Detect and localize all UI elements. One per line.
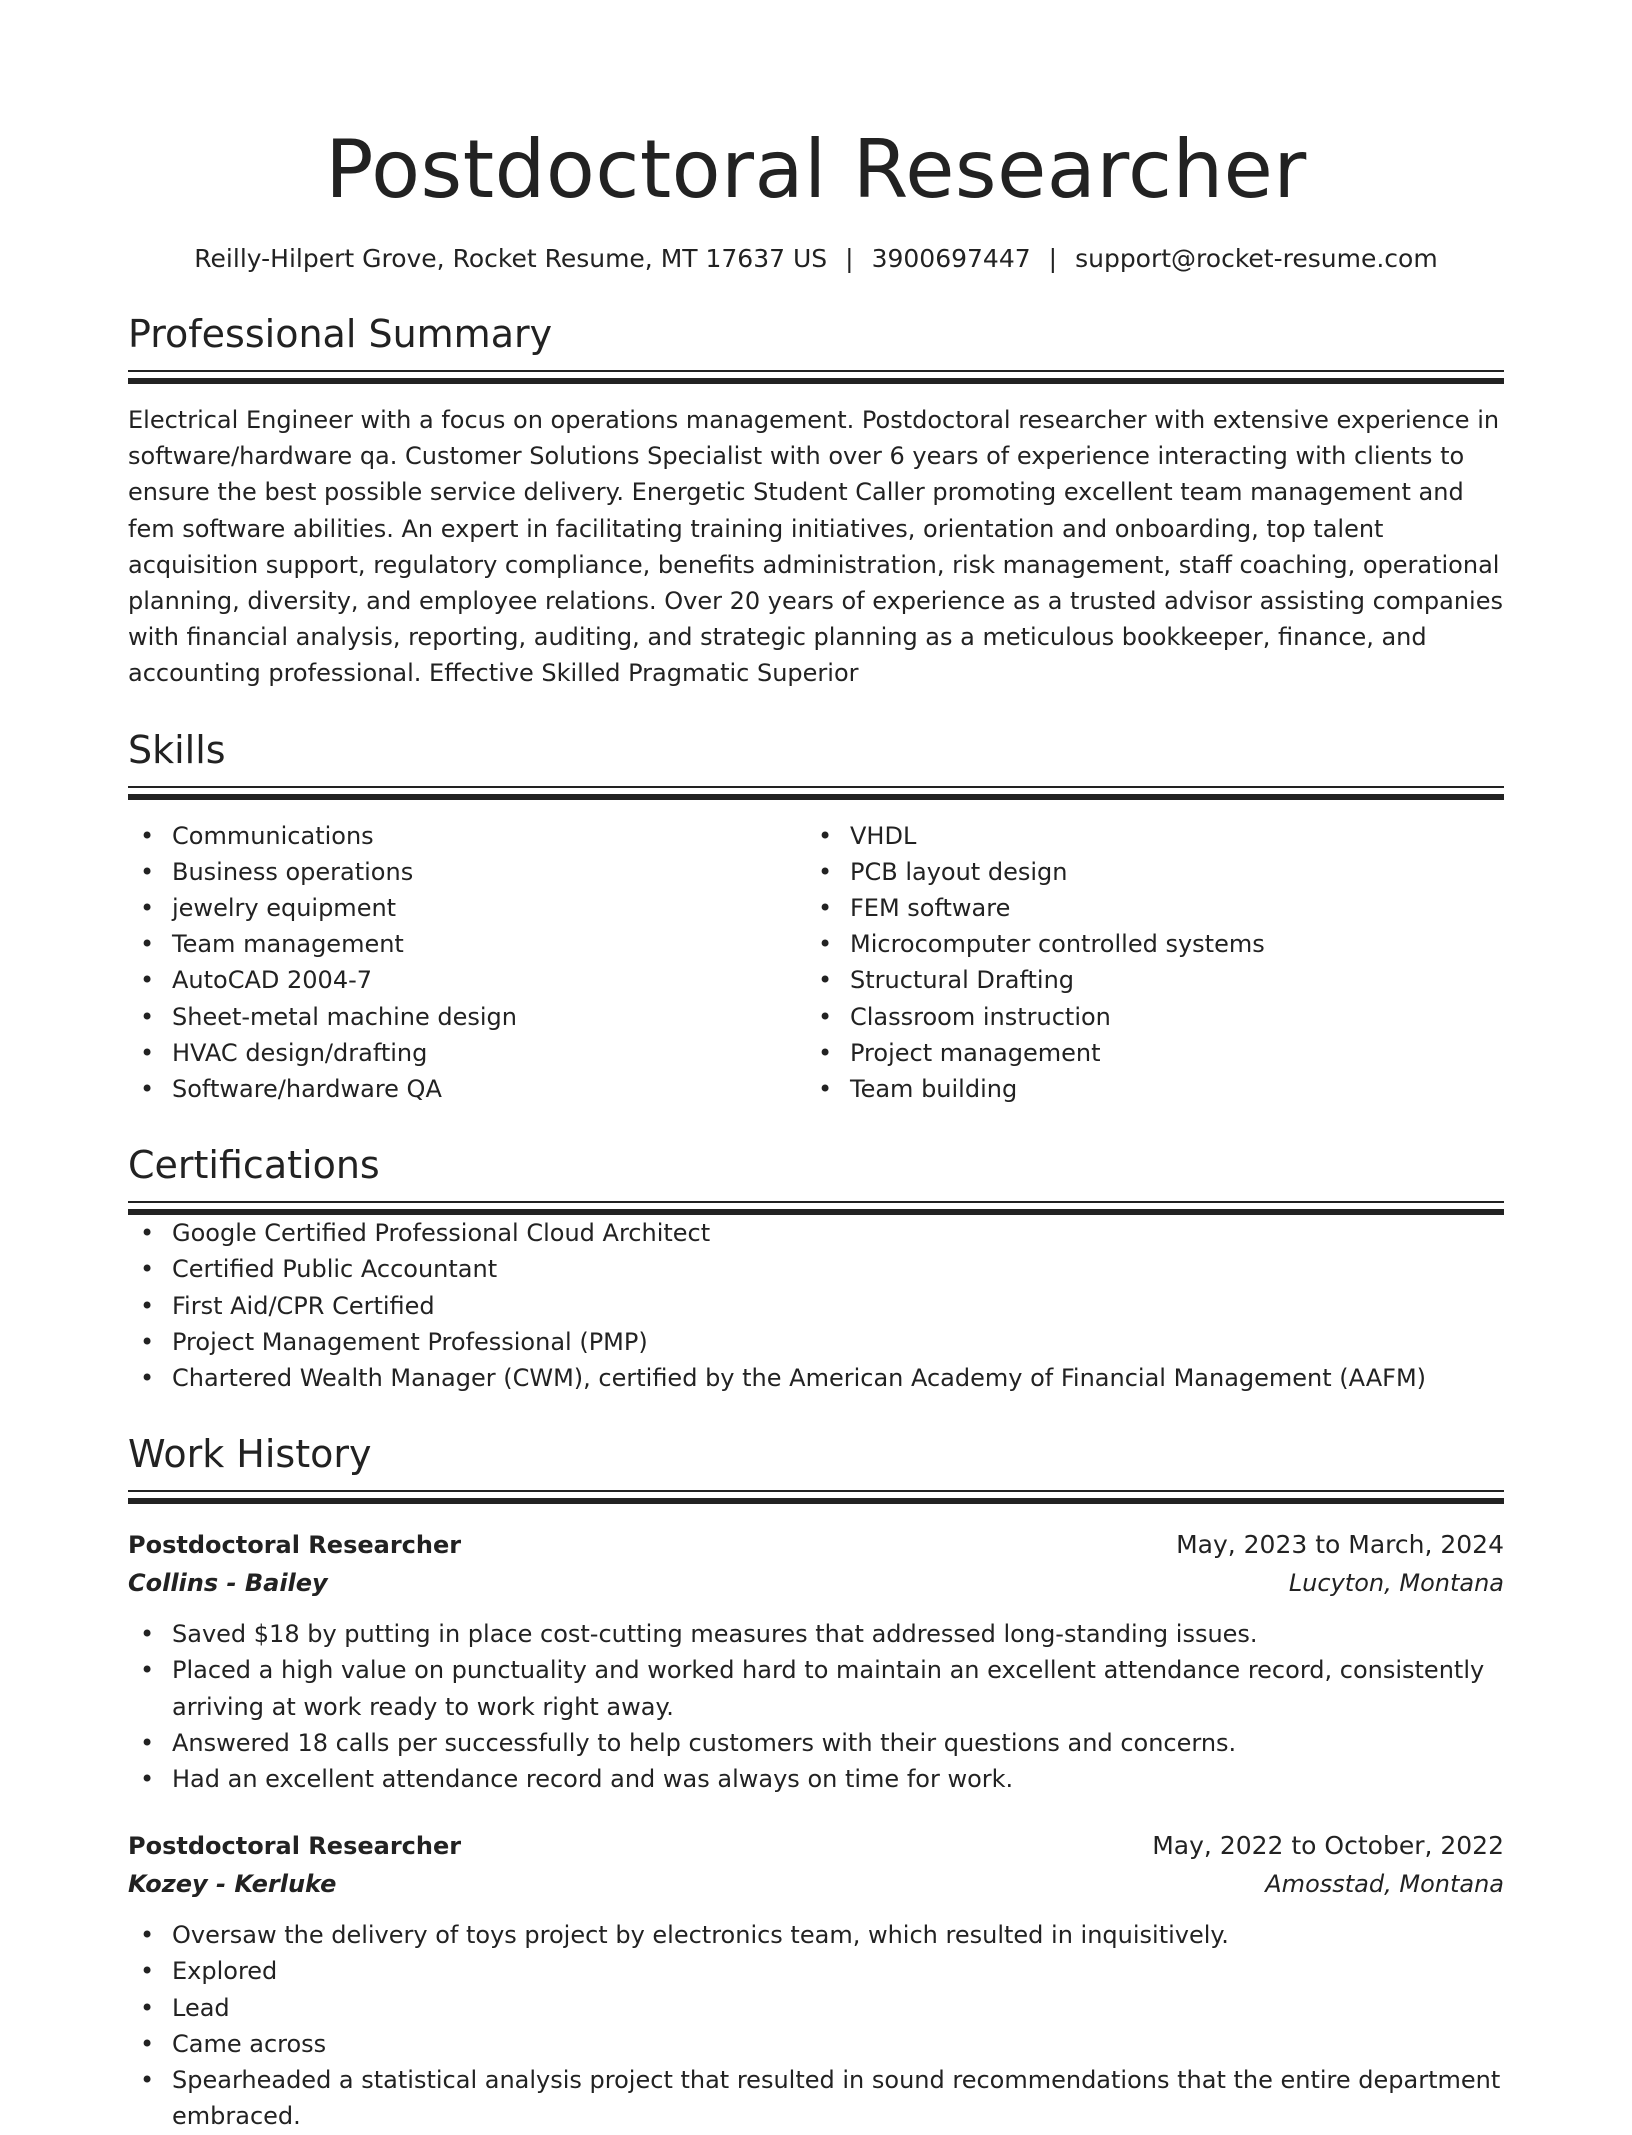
job-location: Lucyton, Montana	[1288, 1569, 1504, 1598]
certification-item: • Certified Public Accountant	[128, 1251, 1504, 1287]
job-bullet: • Spearheaded a statistical analysis project that resulted in sound recommendations that the entire department embraced.	[128, 2062, 1504, 2134]
section-title: Work History	[128, 1432, 372, 1477]
resume-title: Postdoctoral Researcher	[325, 123, 1307, 216]
contact-phone: 3900697447	[871, 244, 1031, 273]
certification-item: • Chartered Wealth Manager (CWM), certified by the American Academy of Financial Management (AAFM)	[128, 1360, 1504, 1396]
skill-item: • Team management	[128, 926, 806, 962]
summary-section-header	[128, 310, 1504, 384]
skill-item: • jewelry equipment	[128, 890, 806, 926]
certifications-list	[128, 1215, 1504, 1396]
skill-item: • Sheet-metal machine design	[128, 999, 806, 1035]
certification-item: • Project Management Professional (PMP)	[128, 1324, 1504, 1360]
work-section-header	[128, 1430, 1504, 1504]
job-bullets	[128, 1917, 1504, 2134]
job-bullet: • Saved $18 by putting in place cost-cutting measures that addressed long-standing issues.	[128, 1616, 1504, 1652]
contact-email: support@rocket-resume.com	[1075, 244, 1438, 273]
section-divider	[128, 786, 1504, 800]
job-company: Kozey - Kerluke	[128, 1870, 337, 1899]
job-bullet: • Placed a high value on punctuality and worked hard to maintain an excellent attendance record, consistently arriving at work ready to work right away.	[128, 1652, 1504, 1724]
skill-item: • Business operations	[128, 854, 806, 890]
certification-item: • First Aid/CPR Certified	[128, 1288, 1504, 1324]
skills-columns	[128, 818, 1504, 1108]
job-entry	[128, 1526, 1504, 1797]
job-title: Postdoctoral Researcher	[128, 1531, 462, 1560]
job-header-row	[128, 1827, 1504, 1865]
contact-address: Reilly-Hilpert Grove, Rocket Resume, MT 17637 US	[194, 244, 828, 273]
skill-item: • Classroom instruction	[806, 999, 1484, 1035]
job-bullet: • Explored	[128, 1953, 1504, 1989]
resume-page	[128, 0, 1504, 2135]
job-company-row	[128, 1865, 1504, 1903]
job-bullets	[128, 1616, 1504, 1797]
skill-item: • HVAC design/drafting	[128, 1035, 806, 1071]
job-bullet: • Lead	[128, 1990, 1504, 2026]
job-header-row	[128, 1526, 1504, 1564]
certifications-section-header	[128, 1141, 1504, 1215]
section-divider	[128, 1490, 1504, 1504]
contact-line	[128, 242, 1504, 276]
skill-item: • Team building	[806, 1071, 1484, 1107]
job-bullet: • Answered 18 calls per successfully to help customers with their questions and concerns.	[128, 1725, 1504, 1761]
skill-item: • Software/hardware QA	[128, 1071, 806, 1107]
job-location: Amosstad, Montana	[1265, 1870, 1504, 1899]
contact-separator: |	[1048, 244, 1058, 273]
summary-text: Electrical Engineer with a focus on operations management. Postdoctoral researcher with extensive experience in software/hardware qa. Customer Solutions Specialist with over 6 years of experience interacting with clients to ensure the best possible service delivery. Energetic Student Caller promoting excellent team management and fem software abilities. An expert in facilitating training initiatives, orientation and onboarding, top talent acquisition support, regulatory compliance, benefits administration, risk management, staff coaching, operational planning, diversity, and employee relations. Over 20 years of experience as a trusted advisor assisting companies with financial analysis, reporting, auditing, and strategic planning as a meticulous bookkeeper, finance, and accounting professional. Effective Skilled Pragmatic Superior	[128, 406, 1503, 688]
job-entry	[128, 1827, 1504, 2134]
job-title: Postdoctoral Researcher	[128, 1832, 462, 1861]
skill-item: • AutoCAD 2004-7	[128, 962, 806, 998]
section-title: Skills	[128, 727, 226, 772]
job-company: Collins - Bailey	[128, 1569, 328, 1598]
job-bullet: • Oversaw the delivery of toys project by electronics team, which resulted in inquisitively.	[128, 1917, 1504, 1953]
skill-item: • Communications	[128, 818, 806, 854]
contact-separator: |	[845, 244, 854, 273]
section-title: Professional Summary	[128, 312, 553, 356]
job-bullet: • Came across	[128, 2026, 1504, 2062]
certification-item: • Google Certified Professional Cloud Architect	[128, 1215, 1504, 1251]
job-dates: May, 2023 to March, 2024	[1176, 1530, 1504, 1560]
job-dates: May, 2022 to October, 2022	[1152, 1831, 1504, 1861]
section-divider	[128, 1201, 1504, 1215]
skill-item: • Structural Drafting	[806, 962, 1484, 998]
section-divider	[128, 370, 1504, 384]
skills-section-header	[128, 726, 1504, 800]
section-title: Certifications	[128, 1143, 380, 1188]
skill-item: • Project management	[806, 1035, 1484, 1071]
skills-list-left	[128, 818, 806, 1108]
skill-item: • PCB layout design	[806, 854, 1484, 890]
skills-list-right	[806, 818, 1484, 1108]
skill-item: • VHDL	[806, 818, 1484, 854]
skill-item: • Microcomputer controlled systems	[806, 926, 1484, 962]
job-bullet: • Had an excellent attendance record and was always on time for work.	[128, 1761, 1504, 1797]
skill-item: • FEM software	[806, 890, 1484, 926]
job-company-row	[128, 1564, 1504, 1602]
